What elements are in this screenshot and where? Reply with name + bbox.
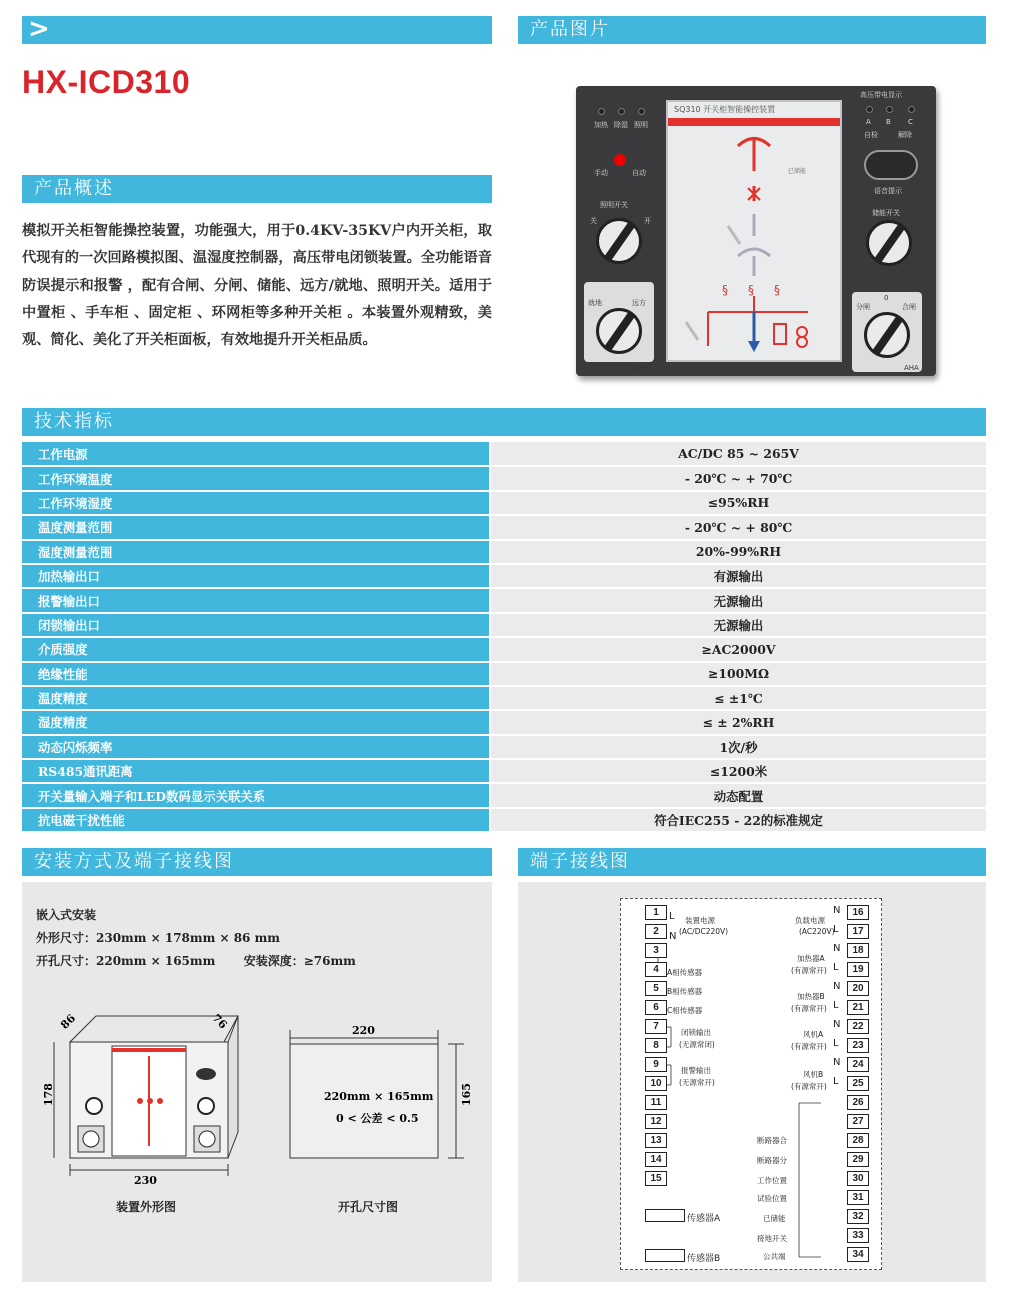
- overview-text: 模拟开关柜智能操控装置，功能强大，用于0.4KV-35KV户内开关柜，取代现有的一次回路模拟图、温湿度控制器，高压带电闭锁装置。全功能语音防误提示和报警 ，配有合闸、分闸、储能、远方/就地、照明开关。适用于中置柜 、手车柜 、固定柜 、环网柜等多种开关柜 。本装置外观精致，美观、简化、美化了开关柜面板，有效地提升开关柜品质。: [22, 223, 492, 349]
- spec-value: 1次/秒: [491, 735, 986, 759]
- terminal-side-label: N: [833, 905, 841, 916]
- dim-165: 165: [460, 1083, 473, 1106]
- top-left-bar: [22, 16, 492, 44]
- l-label-1: L: [669, 911, 675, 922]
- terminal-11: 11: [645, 1095, 667, 1110]
- terminal-7: 7: [645, 1019, 667, 1034]
- wiring-diagram: [620, 898, 882, 1270]
- terminal-23: 23: [847, 1038, 869, 1053]
- spec-value: - 20℃ ~ + 70℃: [491, 466, 986, 490]
- spec-value: 符合IEC255 - 22的标准规定: [491, 808, 986, 832]
- terminal-20: 20: [847, 981, 869, 996]
- spec-value: 有源输出: [491, 564, 986, 588]
- tolerance: 0 < 公差 < 0.5: [336, 1112, 419, 1125]
- hv-indicator-label: 高压带电显示: [860, 91, 902, 99]
- work-pos-label: 工作位置: [757, 1176, 787, 1185]
- common-label: 公共端: [763, 1252, 786, 1261]
- spec-value: 无源输出: [491, 588, 986, 612]
- cutout-size: 开孔尺寸：220mm × 165mm: [36, 954, 216, 968]
- spec-value: ≥100MΩ: [491, 662, 986, 686]
- terminal-8: 8: [645, 1038, 667, 1053]
- terminal-9: 9: [645, 1057, 667, 1072]
- terminal-side-label: N: [833, 1057, 841, 1068]
- phase-c-label: C: [908, 118, 913, 126]
- specs-title: 技术指标: [34, 411, 114, 432]
- c-sensor-label: C相传感器: [667, 1006, 703, 1015]
- terminal-34: 34: [847, 1247, 869, 1262]
- cutout-drawing: [280, 1020, 473, 1170]
- phase-b-label: B: [886, 118, 891, 126]
- spec-key: 抗电磁干扰性能: [22, 808, 489, 832]
- on-label: 开: [644, 217, 651, 225]
- heater-b-label: 加热器B: [797, 992, 825, 1001]
- manual-label: 手动: [594, 169, 608, 177]
- led-heating-label: 加热: [594, 121, 608, 129]
- terminal-29: 29: [847, 1152, 869, 1167]
- spec-row: [22, 540, 986, 564]
- test-pos-label: 试验位置: [757, 1194, 787, 1203]
- power-label: 装置电源: [685, 916, 715, 925]
- spec-key: 温度测量范围: [22, 515, 489, 539]
- auto-label: 自动: [632, 169, 646, 177]
- svg-text:§: §: [722, 283, 728, 297]
- b-sensor-label: B相传感器: [667, 987, 703, 996]
- spec-row: [22, 442, 986, 466]
- heater-a-label: 加热器A: [797, 954, 825, 963]
- terminal-10: 10: [645, 1076, 667, 1091]
- fan-b-label: 风机B: [803, 1070, 824, 1079]
- terminal-side-label: L: [833, 1038, 839, 1049]
- spec-row: [22, 783, 986, 807]
- cut-size: 220mm × 165mm: [324, 1090, 434, 1103]
- wiring-header: [518, 848, 986, 876]
- spec-key: 闭锁输出口: [22, 613, 489, 637]
- a-sensor-label: A相传感器: [667, 968, 703, 977]
- terminal-33: 33: [847, 1228, 869, 1243]
- spec-value: AC/DC 85 ~ 265V: [491, 442, 986, 466]
- install-title: 安装方式及端子接线图: [34, 851, 234, 872]
- spec-key: RS485通讯距离: [22, 759, 489, 783]
- terminal-15: 15: [645, 1171, 667, 1186]
- off-label: 关: [590, 217, 597, 225]
- terminal-31: 31: [847, 1190, 869, 1205]
- spec-value: 20%-99%RH: [491, 540, 986, 564]
- phase-a-led: [866, 106, 873, 113]
- overview-header: [22, 175, 492, 203]
- spec-row: [22, 613, 986, 637]
- terminal-17: 17: [847, 924, 869, 939]
- terminal-30: 30: [847, 1171, 869, 1186]
- heater-a-spec: (有源常开): [791, 966, 827, 975]
- dim-86: 86: [58, 1011, 79, 1032]
- stored-label-w: 已储能: [763, 1214, 786, 1223]
- dim-76: 76: [209, 1011, 230, 1032]
- spec-value: 动态配置: [491, 783, 986, 807]
- power-spec: (AC/DC220V): [679, 927, 729, 936]
- spec-key: 温度精度: [22, 686, 489, 710]
- spec-key: 加热输出口: [22, 564, 489, 588]
- phase-a-label: A: [866, 118, 871, 126]
- cutout-line: [36, 950, 356, 973]
- install-header: [22, 848, 492, 876]
- light-switch-knob[interactable]: [596, 218, 642, 264]
- terminal-27: 27: [847, 1114, 869, 1129]
- alarm-spec: (无源常开): [679, 1078, 715, 1087]
- breaker-open-label: 断路器分: [757, 1156, 787, 1165]
- heater-b-spec: (有源常开): [791, 1004, 827, 1013]
- dim-178: 178: [42, 1083, 55, 1106]
- speaker-grille: [864, 150, 918, 180]
- device-screen: [666, 100, 842, 362]
- fan-a-spec: (有源常开): [791, 1042, 827, 1051]
- manual-auto-button[interactable]: [614, 154, 626, 166]
- terminal-side-label: L: [833, 1000, 839, 1011]
- terminal-1: 1: [645, 905, 667, 920]
- led-dehumidify: [618, 108, 625, 115]
- led-lighting: [638, 108, 645, 115]
- terminal-28: 28: [847, 1133, 869, 1148]
- spec-row: [22, 491, 986, 515]
- terminal-14: 14: [645, 1152, 667, 1167]
- dim-230: 230: [134, 1174, 157, 1187]
- screen-title: SQ310 开关柜智能操控装置: [674, 105, 776, 114]
- spec-key: 报警输出口: [22, 588, 489, 612]
- terminal-18: 18: [847, 943, 869, 958]
- alarm-out-label: 报警输出: [681, 1066, 711, 1075]
- specs-header: [22, 408, 986, 436]
- spec-key: 介质强度: [22, 637, 489, 661]
- spec-value: ≤1200米: [491, 759, 986, 783]
- outline-drawing: [40, 1006, 250, 1186]
- sensor-a-label: 传感器A: [687, 1214, 721, 1224]
- led-heating: [598, 108, 605, 115]
- open-close-knob[interactable]: [864, 312, 910, 358]
- spec-value: ≤95%RH: [491, 491, 986, 515]
- overview-title: 产品概述: [34, 178, 114, 199]
- voice-label: 语音提示: [874, 187, 902, 195]
- fan-b-spec: (有源常开): [791, 1082, 827, 1091]
- local-label: 就地: [588, 299, 602, 307]
- terminal-24: 24: [847, 1057, 869, 1072]
- dim-220: 220: [352, 1024, 375, 1037]
- open-label: 分闸: [856, 303, 870, 311]
- svg-text:§: §: [774, 283, 780, 297]
- terminal-3: 3: [645, 943, 667, 958]
- close-label: 合闸: [902, 303, 916, 311]
- install-specs: [36, 904, 356, 973]
- terminal-13: 13: [645, 1133, 667, 1148]
- spec-value: ≤ ± 2%RH: [491, 710, 986, 734]
- terminal-5: 5: [645, 981, 667, 996]
- device-photo: [576, 86, 936, 376]
- spec-key: 湿度测量范围: [22, 540, 489, 564]
- led-dehumidify-label: 除湿: [614, 121, 628, 129]
- single-line-diagram: [668, 126, 840, 362]
- storage-switch-knob[interactable]: [866, 220, 912, 266]
- spec-key: 工作电源: [22, 442, 489, 466]
- spec-row: [22, 637, 986, 661]
- spec-row: [22, 735, 986, 759]
- outer-size: 外形尺寸：230mm × 178mm × 86 mm: [36, 931, 280, 945]
- terminal-side-label: L: [833, 1076, 839, 1087]
- svg-text:§: §: [748, 283, 754, 297]
- terminal-21: 21: [847, 1000, 869, 1015]
- ground-sw-label: 接地开关: [757, 1234, 787, 1243]
- brand-label-right: AHA: [904, 364, 919, 372]
- terminal-side-label: L: [833, 962, 839, 973]
- product-image-title: 产品图片: [530, 19, 610, 40]
- terminal-2: 2: [645, 924, 667, 939]
- spec-key: 绝缘性能: [22, 662, 489, 686]
- terminal-25: 25: [847, 1076, 869, 1091]
- remote-label: 远方: [632, 299, 646, 307]
- model-title: HX-ICD310: [22, 64, 191, 100]
- phase-c-led: [908, 106, 915, 113]
- spec-row: [22, 564, 986, 588]
- spec-value: 无源输出: [491, 613, 986, 637]
- lock-out-label: 闭锁输出: [681, 1028, 711, 1037]
- terminal-6: 6: [645, 1000, 667, 1015]
- light-switch-label: 照明开关: [600, 201, 628, 209]
- wiring-title: 端子接线图: [530, 851, 630, 872]
- spec-row: [22, 808, 986, 832]
- cutout-caption: 开孔尺寸图: [338, 1200, 399, 1214]
- install-mode: 嵌入式安装: [36, 908, 97, 922]
- terminal-26: 26: [847, 1095, 869, 1110]
- spec-key: 工作环境温度: [22, 466, 489, 490]
- spec-row: [22, 759, 986, 783]
- install-depth: 安装深度：≥76mm: [243, 954, 356, 968]
- terminal-side-label: N: [833, 981, 841, 992]
- phase-b-led: [886, 106, 893, 113]
- spec-row: [22, 515, 986, 539]
- product-image-header: [518, 16, 986, 44]
- spec-row: [22, 662, 986, 686]
- terminal-side-label: N: [833, 943, 841, 954]
- terminal-4: 4: [645, 962, 667, 977]
- spec-key: 开关量输入端子和LED数码显示关联关系: [22, 783, 489, 807]
- local-remote-knob[interactable]: [596, 308, 642, 354]
- spec-row: [22, 588, 986, 612]
- spec-key: 工作环境湿度: [22, 491, 489, 515]
- terminal-side-label: N: [833, 1019, 841, 1030]
- storage-switch-label: 储能开关: [872, 209, 900, 217]
- terminal-12: 12: [645, 1114, 667, 1129]
- spec-row: [22, 466, 986, 490]
- terminal-22: 22: [847, 1019, 869, 1034]
- lock-spec: (无源常闭): [679, 1040, 715, 1049]
- n-label-2: N: [669, 931, 677, 942]
- sensor-b-label: 传感器B: [687, 1254, 721, 1264]
- spec-key: 动态闪烁频率: [22, 735, 489, 759]
- spec-value: ≥AC2000V: [491, 637, 986, 661]
- spec-row: [22, 686, 986, 710]
- terminal-32: 32: [847, 1209, 869, 1224]
- stored-label: 已储能: [788, 168, 807, 175]
- fan-a-label: 风机A: [803, 1030, 824, 1039]
- spec-table: [22, 442, 986, 833]
- outline-caption: 装置外形图: [116, 1200, 177, 1214]
- load-power-label: 负载电源: [795, 916, 825, 925]
- terminal-16: 16: [847, 905, 869, 920]
- terminal-side-label: L: [833, 924, 839, 935]
- screen-red-band: [668, 118, 840, 126]
- zero-label: 0: [884, 294, 889, 302]
- spec-value: - 20℃ ~ + 80℃: [491, 515, 986, 539]
- chevron-right-icon: >: [28, 14, 52, 44]
- spec-row: [22, 710, 986, 734]
- brand-label-left: AHA: [634, 364, 649, 372]
- load-spec: (AC220V): [799, 927, 835, 936]
- breaker-close-label: 断路器合: [757, 1136, 787, 1145]
- spec-value: ≤ ±1℃: [491, 686, 986, 710]
- unlock-label: 解除: [898, 131, 912, 139]
- led-lighting-label: 照明: [634, 121, 648, 129]
- spec-key: 湿度精度: [22, 710, 489, 734]
- test-label: 自检: [864, 131, 878, 139]
- terminal-19: 19: [847, 962, 869, 977]
